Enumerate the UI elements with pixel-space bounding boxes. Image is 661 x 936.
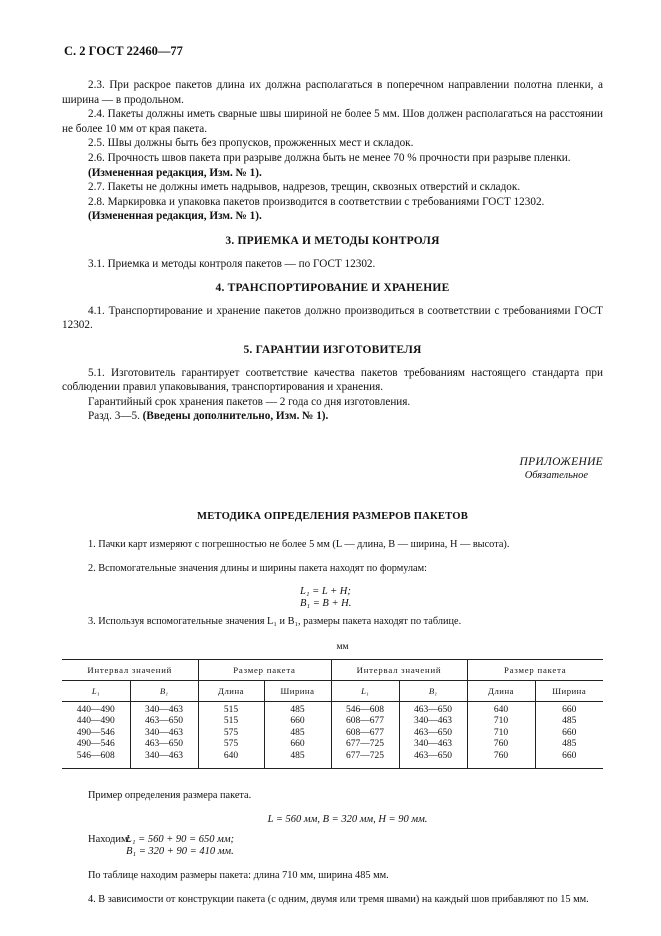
- table-cell: 485: [264, 728, 331, 739]
- page-header: С. 2 ГОСТ 22460—77: [64, 44, 183, 58]
- appendix-item-4: 4. В зависимости от конструкции пакета (с одним, двумя или тремя швами) на каждый шов прибавляют по 15 мм.: [88, 893, 589, 905]
- size-table: [62, 659, 603, 769]
- table-cell: 575: [198, 728, 264, 739]
- table-cell: 710: [467, 716, 535, 727]
- table-row: [62, 728, 603, 739]
- table-cell: 340—463: [130, 751, 198, 769]
- table-cell: 660: [535, 701, 603, 716]
- table-cell: 340—463: [130, 728, 198, 739]
- paragraph: 2.3. При раскрое пакетов длина их должна располагаться в поперечном направлении полотна пленки, а ширина — в продольном.: [62, 79, 603, 106]
- appendix-item-3: 3. Используя вспомогательные значения L₁ и B₁, размеры пакета находят по таблице.: [88, 615, 462, 627]
- table-cell: 640: [467, 701, 535, 716]
- table-cell: 340—463: [399, 716, 467, 727]
- table-cell: 463—650: [399, 701, 467, 716]
- example-find-2: [88, 846, 603, 859]
- table-cell: 660: [264, 739, 331, 750]
- section-5-text-1: 5.1. Изготовитель гарантирует соответствие качества пакетов требованиям настоящего стандарта при соблюдении правил упаковывания, транспортирования и хранения.: [62, 366, 603, 394]
- section-4-heading: 4. ТРАНСПОРТИРОВАНИЕ И ХРАНЕНИЕ: [215, 282, 450, 295]
- appendix-item-1: 1. Пачки карт измеряют с погрешностью не более 5 мм (L — длина, B — ширина, H — высота).: [88, 539, 510, 551]
- table-cell: 660: [535, 728, 603, 739]
- section-3-heading: 3. ПРИЕМКА И МЕТОДЫ КОНТРОЛЯ: [225, 234, 440, 247]
- section-5-text-2: Гарантийный срок хранения пакетов — 2 года со дня изготовления.: [88, 395, 411, 408]
- table-cell: 608—677: [331, 716, 399, 727]
- table-cell: 515: [198, 716, 264, 727]
- table-cell: 677—725: [331, 739, 399, 750]
- table-row: [62, 751, 603, 769]
- table-cell: 440—490: [76, 704, 115, 715]
- appendix-label: ПРИЛОЖЕНИЕ: [519, 455, 603, 468]
- appendix-item-2: 2. Вспомогательные значения длины и ширины пакета находят по формулам:: [88, 563, 428, 575]
- section-5-note: [62, 409, 603, 424]
- table-cell: 546—608: [62, 751, 130, 769]
- section-2-paragraphs: [62, 78, 603, 224]
- table-cell: 660: [535, 751, 603, 769]
- table-cell: 485: [535, 739, 603, 750]
- table-sub-header-row: [62, 680, 603, 701]
- table-cell: 463—650: [399, 728, 467, 739]
- table-cell: 485: [264, 701, 331, 716]
- table-unit: мм: [336, 642, 349, 653]
- table-sub-header: Ширина: [264, 680, 331, 701]
- table-group-header: Размер пакета: [467, 659, 603, 680]
- table-sub-header: L₁: [62, 680, 130, 701]
- table-cell: 340—463: [399, 739, 467, 750]
- section-5-heading: 5. ГАРАНТИИ ИЗГОТОВИТЕЛЯ: [243, 343, 422, 356]
- appendix-label-block: [62, 456, 603, 482]
- appendix-title: МЕТОДИКА ОПРЕДЕЛЕНИЯ РАЗМЕРОВ ПАКЕТОВ: [197, 510, 468, 522]
- table-cell: 463—650: [399, 751, 467, 769]
- table-cell: 340—463: [130, 701, 198, 716]
- paragraph: 2.8. Маркировка и упаковка пакетов производится в соответствии с требованиями ГОСТ 12302.: [88, 195, 545, 208]
- table-cell: 463—650: [130, 739, 198, 750]
- table-group-header: Интервал значений: [331, 659, 467, 680]
- table-cell: 546—608: [331, 701, 399, 716]
- example-find-b1: B₁ = 320 + 90 = 410 мм.: [126, 846, 234, 857]
- example-result: По таблице находим размеры пакета: длина 710 мм, ширина 485 мм.: [88, 869, 389, 881]
- table-cell: 660: [264, 716, 331, 727]
- table-row: [62, 739, 603, 750]
- table-group-header-row: [62, 659, 603, 680]
- paragraph: 2.5. Швы должны быть без пропусков, прожженных мест и складок.: [88, 137, 414, 150]
- table-cell: 575: [198, 739, 264, 750]
- table-cell: 490—546: [76, 727, 115, 738]
- example-find-l1: L₁ = 560 + 90 = 650 мм;: [126, 833, 235, 845]
- paragraph: 2.4. Пакеты должны иметь сварные швы шириной не более 5 мм. Шов должен располагаться на расстоянии не более 10 мм от края пакета.: [62, 108, 603, 135]
- appendix-sublabel: Обязательное: [524, 469, 588, 481]
- table-cell: 760: [467, 739, 535, 750]
- amendment-note: (Измененная редакция, Изм. № 1).: [88, 210, 262, 223]
- table-cell: 760: [467, 751, 535, 769]
- document-body: [62, 78, 603, 916]
- table-sub-header: Ширина: [535, 680, 603, 701]
- table-cell: 463—650: [130, 716, 198, 727]
- amendment-note: (Измененная редакция, Изм. № 1).: [88, 166, 262, 179]
- example-given: L = 560 мм, B = 320 мм, H = 90 мм.: [267, 813, 428, 825]
- table-cell: 485: [535, 716, 603, 727]
- example-find-1: [88, 834, 603, 847]
- table-cell: 677—725: [331, 751, 399, 769]
- formula-b1: B₁ = B + H.: [300, 598, 352, 610]
- table-cell: 608—677: [331, 728, 399, 739]
- table-cell: 440—490: [76, 716, 115, 727]
- table-sub-header: Длина: [198, 680, 264, 701]
- paragraph: 2.7. Пакеты не должны иметь надрывов, надрезов, трещин, сквозных отверстий и складок.: [88, 181, 521, 194]
- section-5-note-prefix: Разд. 3—5.: [88, 410, 143, 423]
- table-group-header: Интервал значений: [62, 659, 198, 680]
- table-sub-header: Длина: [467, 680, 535, 701]
- example-title: Пример определения размера пакета.: [88, 790, 252, 802]
- section-4-text: 4.1. Транспортирование и хранение пакетов должно производиться в соответствии с требованиями ГОСТ 12302.: [62, 304, 603, 332]
- table-cell: 490—546: [76, 739, 115, 750]
- table-body: [62, 701, 603, 768]
- table-sub-header: B₁: [399, 680, 467, 701]
- table-row: [62, 701, 603, 716]
- table-cell: 515: [198, 701, 264, 716]
- table-row: [62, 716, 603, 727]
- table-sub-header: B₁: [130, 680, 198, 701]
- paragraph: 2.6. Прочность швов пакета при разрыве должна быть не менее 70 % прочности при разрыве пленки.: [88, 151, 571, 164]
- example-find-label: Находим:: [88, 833, 131, 845]
- table-cell: 485: [264, 751, 331, 769]
- table-cell: 710: [467, 728, 535, 739]
- table-group-header: Размер пакета: [198, 659, 331, 680]
- table-sub-header: L₁: [331, 680, 399, 701]
- section-5-note-bold: (Введены дополнительно, Изм. № 1).: [142, 410, 329, 423]
- table-cell: 640: [198, 751, 264, 769]
- formula-l1: L₁ = L + H;: [300, 585, 351, 597]
- section-3-text: 3.1. Приемка и методы контроля пакетов — по ГОСТ 12302.: [88, 257, 376, 270]
